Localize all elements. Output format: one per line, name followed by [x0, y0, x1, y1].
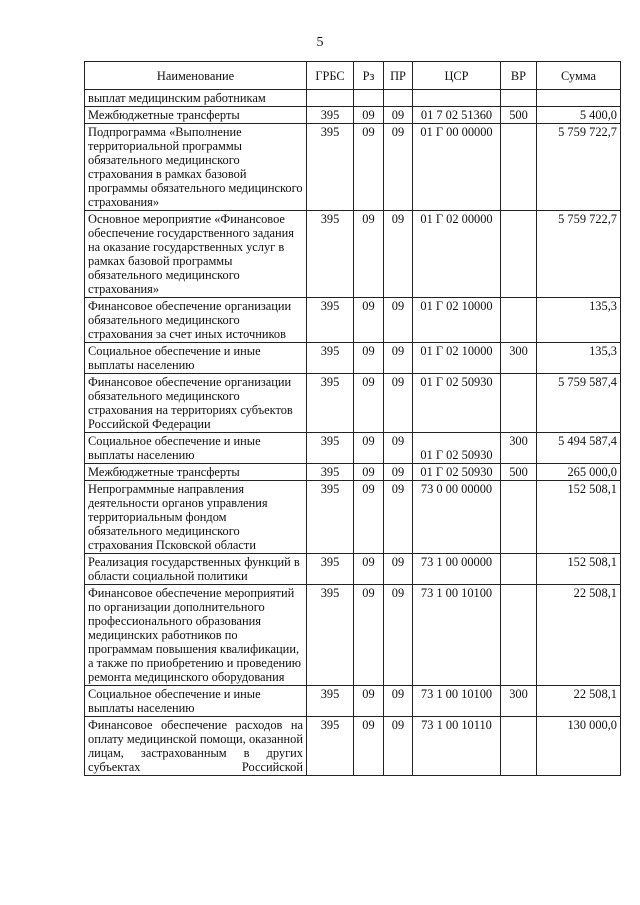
table-row [85, 124, 621, 211]
table-row [85, 481, 621, 554]
cell-sum: 5 759 722,7 [537, 124, 621, 211]
cell-grbs: 395 [307, 124, 354, 211]
cell-grbs: 395 [307, 374, 354, 433]
cell-grbs: 395 [307, 343, 354, 374]
cell-vr: 300 [501, 686, 537, 717]
cell-vr [501, 481, 537, 554]
cell-rz: 09 [354, 107, 384, 124]
cell-pr: 09 [384, 343, 413, 374]
cell-name: Финансовое обеспечение организации обязательного медицинского страхования на территориях субъектов Российской Федерации [85, 374, 307, 433]
cell-csr: 01 Г 02 10000 [413, 343, 501, 374]
cell-name: Межбюджетные трансферты [85, 107, 307, 124]
cell-rz: 09 [354, 211, 384, 298]
cell-vr [501, 717, 537, 776]
cell-name: Финансовое обеспечение расходов на оплату медицинской помощи, оказанной лицам, застрахованным в других субъектах Российской [85, 717, 307, 776]
cell-sum: 22 508,1 [537, 686, 621, 717]
header-name: Наименование [85, 62, 307, 90]
cell-grbs: 395 [307, 298, 354, 343]
cell-rz: 09 [354, 481, 384, 554]
cell-csr: 01 7 02 51360 [413, 107, 501, 124]
cell-grbs [307, 90, 354, 107]
cell-pr: 09 [384, 124, 413, 211]
cell-sum: 5 759 722,7 [537, 211, 621, 298]
cell-csr: 01 Г 02 10000 [413, 298, 501, 343]
cell-name: Финансовое обеспечение организации обязательного медицинского страхования за счет иных источников [85, 298, 307, 343]
cell-vr [501, 585, 537, 686]
cell-csr: 01 Г 02 50930 [413, 374, 501, 433]
cell-grbs: 395 [307, 554, 354, 585]
header-pr: ПР [384, 62, 413, 90]
cell-grbs: 395 [307, 433, 354, 464]
cell-grbs: 395 [307, 717, 354, 776]
table-row [85, 686, 621, 717]
cell-pr: 09 [384, 481, 413, 554]
cell-rz: 09 [354, 374, 384, 433]
cell-csr [413, 90, 501, 107]
cell-pr: 09 [384, 433, 413, 464]
header-csr: ЦСР [413, 62, 501, 90]
cell-rz: 09 [354, 298, 384, 343]
cell-name: выплат медицинским работникам [85, 90, 307, 107]
cell-rz: 09 [354, 686, 384, 717]
table-row [85, 433, 621, 464]
cell-grbs: 395 [307, 686, 354, 717]
table-row [85, 343, 621, 374]
cell-grbs: 395 [307, 107, 354, 124]
cell-pr: 09 [384, 211, 413, 298]
cell-vr: 300 [501, 433, 537, 464]
cell-sum: 5 400,0 [537, 107, 621, 124]
table-row [85, 298, 621, 343]
cell-csr: 01 Г 00 00000 [413, 124, 501, 211]
budget-table [84, 61, 621, 776]
cell-sum: 135,3 [537, 298, 621, 343]
cell-csr: 73 1 00 10110 [413, 717, 501, 776]
cell-pr: 09 [384, 298, 413, 343]
cell-pr: 09 [384, 107, 413, 124]
cell-pr [384, 90, 413, 107]
cell-pr: 09 [384, 464, 413, 481]
table-row [85, 464, 621, 481]
cell-rz: 09 [354, 124, 384, 211]
cell-name: Социальное обеспечение и иные выплаты населению [85, 343, 307, 374]
header-grbs: ГРБС [307, 62, 354, 90]
cell-csr: 73 1 00 00000 [413, 554, 501, 585]
cell-sum: 265 000,0 [537, 464, 621, 481]
cell-vr [501, 124, 537, 211]
cell-rz: 09 [354, 433, 384, 464]
cell-name: Непрограммные направления деятельности органов управления территориальным фондом обязательного медицинского страхования Псковской области [85, 481, 307, 554]
table-row [85, 374, 621, 433]
cell-csr: 73 0 00 00000 [413, 481, 501, 554]
cell-grbs: 395 [307, 481, 354, 554]
table-row [85, 717, 621, 776]
cell-vr [501, 90, 537, 107]
cell-vr [501, 298, 537, 343]
cell-rz: 09 [354, 585, 384, 686]
cell-sum: 135,3 [537, 343, 621, 374]
table-row [85, 585, 621, 686]
cell-sum: 5 759 587,4 [537, 374, 621, 433]
cell-name: Социальное обеспечение и иные выплаты населению [85, 686, 307, 717]
cell-vr: 500 [501, 107, 537, 124]
cell-sum: 130 000,0 [537, 717, 621, 776]
cell-sum: 5 494 587,4 [537, 433, 621, 464]
table-row [85, 90, 621, 107]
cell-sum: 22 508,1 [537, 585, 621, 686]
cell-vr: 500 [501, 464, 537, 481]
cell-rz: 09 [354, 717, 384, 776]
cell-csr: 01 Г 02 50930 [413, 433, 501, 464]
table-row [85, 107, 621, 124]
cell-rz: 09 [354, 343, 384, 374]
cell-sum [537, 90, 621, 107]
cell-csr: 01 Г 02 00000 [413, 211, 501, 298]
cell-pr: 09 [384, 374, 413, 433]
table-header-row [85, 62, 621, 90]
cell-name: Финансовое обеспечение мероприятий по организации дополнительного профессионального образования медицинских работников по программам повышения квалификации, а также по приобретению и проведению ремонта медицинского оборудования [85, 585, 307, 686]
cell-vr: 300 [501, 343, 537, 374]
cell-pr: 09 [384, 585, 413, 686]
cell-pr: 09 [384, 717, 413, 776]
cell-sum: 152 508,1 [537, 481, 621, 554]
cell-vr [501, 211, 537, 298]
cell-grbs: 395 [307, 211, 354, 298]
cell-pr: 09 [384, 686, 413, 717]
page-number: 5 [316, 35, 324, 50]
cell-vr [501, 554, 537, 585]
header-sum: Сумма [537, 62, 621, 90]
cell-csr: 73 1 00 10100 [413, 585, 501, 686]
cell-name: Основное мероприятие «Финансовое обеспечение государственного задания на оказание государственных услуг в рамках базовой программы обязательного медицинского страхования» [85, 211, 307, 298]
cell-csr: 01 Г 02 50930 [413, 464, 501, 481]
cell-name: Подпрограмма «Выполнение территориальной программы обязательного медицинского страхования в рамках базовой программы обязательного медицинского страхования» [85, 124, 307, 211]
cell-grbs: 395 [307, 585, 354, 686]
cell-name: Социальное обеспечение и иные выплаты населению [85, 433, 307, 464]
cell-sum: 152 508,1 [537, 554, 621, 585]
cell-name: Реализация государственных функций в области социальной политики [85, 554, 307, 585]
cell-rz [354, 90, 384, 107]
cell-vr [501, 374, 537, 433]
cell-name: Межбюджетные трансферты [85, 464, 307, 481]
header-vr: ВР [501, 62, 537, 90]
table-row [85, 211, 621, 298]
cell-rz: 09 [354, 554, 384, 585]
header-rz: Рз [354, 62, 384, 90]
cell-csr: 73 1 00 10100 [413, 686, 501, 717]
cell-pr: 09 [384, 554, 413, 585]
table-row [85, 554, 621, 585]
cell-grbs: 395 [307, 464, 354, 481]
cell-rz: 09 [354, 464, 384, 481]
